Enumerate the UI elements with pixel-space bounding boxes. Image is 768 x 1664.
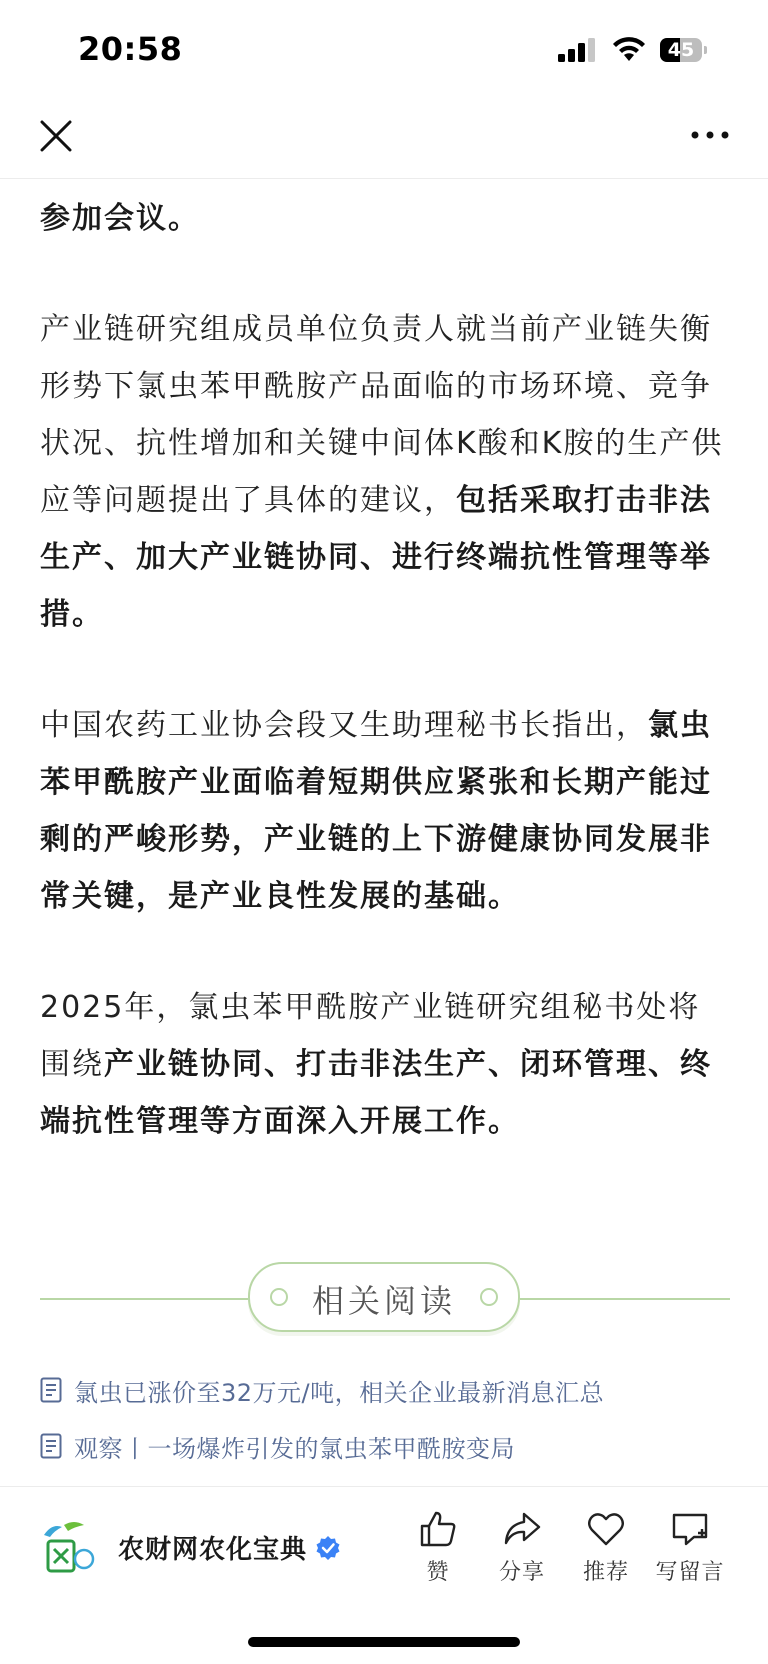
related-link-text: 观察丨一场爆炸引发的氯虫苯甲酰胺变局 [74, 1434, 515, 1463]
recommend-button[interactable] [566, 1509, 646, 1586]
wifi-icon [612, 36, 646, 62]
status-bar [0, 0, 768, 100]
related-reading-title: 相关阅读 [311, 1282, 456, 1320]
like-label: 赞 [426, 1560, 450, 1585]
account-logo-icon[interactable] [40, 1515, 98, 1579]
write-comment-label: 写留言 [655, 1560, 725, 1585]
account-name-text: 农财网农化宝典 [118, 1535, 308, 1565]
battery-icon [660, 38, 706, 62]
write-comment-button[interactable] [650, 1509, 730, 1586]
more-options-icon[interactable] [690, 128, 730, 142]
related-link-text: 氯虫已涨价至32万元/吨，相关企业最新消息汇总 [74, 1378, 605, 1407]
top-nav-bar [0, 100, 768, 179]
document-icon [40, 1433, 62, 1459]
comment-add-icon [670, 1509, 710, 1549]
related-link-2[interactable] [40, 1426, 515, 1466]
divider-line-right [516, 1298, 730, 1300]
recommend-label: 推荐 [582, 1560, 629, 1585]
account-name[interactable] [118, 1529, 341, 1566]
bottom-action-bar [0, 1486, 768, 1664]
home-indicator[interactable] [248, 1637, 520, 1647]
close-icon[interactable] [38, 118, 74, 154]
share-icon [502, 1509, 542, 1549]
article-body [40, 190, 730, 1150]
article-paragraph-2: 产业链研究组成员单位负责人就当前产业链失衡形势下氯虫苯甲酰胺产品面临的市场环境、竞争状况、抗性增加和关键中间体K酸和K胺的生产供应等问题提出了具体的建议，包括采取打击非法生产、加大产业链协同、进行终端抗性管理等举措。 [40, 312, 724, 632]
divider-line-left [40, 1298, 250, 1300]
thumbs-up-icon [418, 1509, 458, 1549]
battery-level: 45 [667, 39, 695, 61]
like-button[interactable] [398, 1509, 478, 1586]
status-time: 20:58 [78, 30, 183, 68]
share-label: 分享 [498, 1560, 545, 1585]
document-icon [40, 1377, 62, 1403]
verified-badge-icon [315, 1535, 341, 1561]
related-link-1[interactable] [40, 1370, 604, 1410]
article-paragraph-4: 2025年，氯虫苯甲酰胺产业链研究组秘书处将围绕产业链协同、打击非法生产、闭环管理、终端抗性管理等方面深入开展工作。 [40, 990, 712, 1139]
related-reading-header [40, 1262, 730, 1332]
related-reading-pill [248, 1262, 520, 1332]
article-paragraph-1: 参加会议。 [40, 201, 200, 236]
cellular-signal-icon [558, 38, 598, 62]
share-button[interactable] [482, 1509, 562, 1586]
article-paragraph-3: 中国农药工业协会段又生助理秘书长指出，氯虫苯甲酰胺产业面临着短期供应紧张和长期产能过剩的严峻形势，产业链的上下游健康协同发展非常关键，是产业良性发展的基础。 [40, 708, 712, 914]
heart-icon [586, 1509, 626, 1549]
